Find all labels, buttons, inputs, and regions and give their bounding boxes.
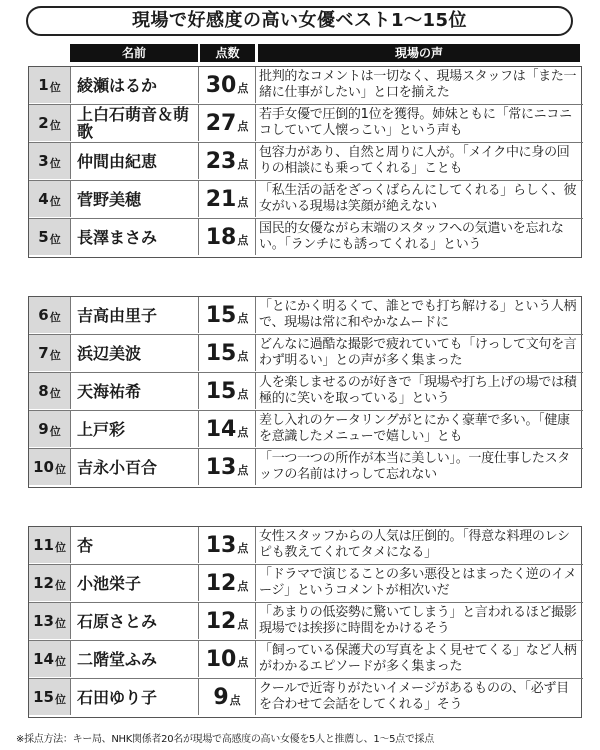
site-voice: 「ドラマで演じることの多い悪役とはまったく逆のイメージ」というコメントが相次いだ	[259, 567, 577, 598]
actress-name: 上戸彩	[71, 411, 199, 447]
table-row	[29, 105, 583, 141]
rank-number: 11	[33, 536, 54, 554]
table-row	[29, 527, 583, 563]
site-voice: クールで近寄りがたいイメージがあるものの、「必ず目を合わせて会話をしてくれる」そう	[259, 681, 569, 712]
table-row	[29, 297, 583, 333]
table-row	[29, 565, 583, 601]
rank-suffix: 位	[49, 156, 61, 170]
rank-cell	[29, 411, 71, 447]
rank-suffix: 位	[49, 80, 61, 94]
ranking-group	[28, 296, 582, 488]
rank-suffix: 位	[49, 386, 61, 400]
site-voice: 国民的女優ながら末端のスタッフへの気遣いを忘れない。「ランチにも誘ってくれる」という	[259, 221, 564, 252]
points-value: 15	[205, 302, 237, 328]
rank-number: 6	[38, 306, 49, 324]
rank-number: 10	[33, 458, 54, 476]
actress-name: 二階堂ふみ	[71, 641, 199, 677]
points-unit: 点	[237, 618, 249, 631]
site-voice: 人を楽しませるのが好きで「現場や打ち上げの場では積極的に笑いを取っている」という	[259, 375, 577, 406]
ranking-group	[28, 526, 582, 718]
rank-number: 9	[38, 420, 49, 438]
table-row	[29, 143, 583, 179]
actress-name: 小池栄子	[71, 565, 199, 601]
points-cell	[199, 527, 256, 563]
points-unit: 点	[237, 388, 249, 401]
rank-number: 2	[38, 114, 49, 132]
actress-name: 天海祐希	[71, 373, 199, 409]
rank-cell	[29, 67, 71, 103]
site-voice: 若手女優で圧倒的1位を獲得。姉妹ともに「常にニコニコしていて人懐っこい」という声も	[259, 107, 572, 138]
points-cell	[199, 67, 256, 103]
site-voice: 「とにかく明るくて、誰とでも打ち解ける」という人柄で、現場は常に和やかなムードに	[259, 299, 577, 330]
actress-name: 長澤まさみ	[71, 219, 199, 255]
points-value: 12	[205, 570, 237, 596]
points-cell	[199, 603, 256, 639]
actress-name: 仲間由紀恵	[71, 143, 199, 179]
rank-number: 8	[38, 382, 49, 400]
actress-name: 吉永小百合	[71, 449, 199, 485]
points-unit: 点	[237, 542, 249, 555]
site-voice: 「飼っている保護犬の写真をよく見せてくる」など人柄がわかるエピソードが多く集まった	[259, 643, 577, 674]
actress-name: 石原さとみ	[71, 603, 199, 639]
rank-cell	[29, 297, 71, 333]
points-cell	[199, 297, 256, 333]
rank-suffix: 位	[49, 348, 61, 362]
rank-suffix: 位	[49, 232, 61, 246]
points-value: 14	[205, 416, 237, 442]
rank-cell	[29, 527, 71, 563]
points-unit: 点	[237, 234, 249, 247]
table-row	[29, 373, 583, 409]
actress-name: 杏	[71, 527, 199, 563]
points-cell	[199, 449, 256, 485]
ranking-group	[28, 66, 582, 258]
header-points: 点数	[200, 44, 255, 62]
rank-cell	[29, 335, 71, 371]
points-value: 13	[205, 454, 237, 480]
rank-number: 13	[33, 612, 54, 630]
site-voice: どんなに過酷な撮影で疲れていても「けっして文句を言わず明るい」との声が多く集まった	[259, 337, 577, 368]
rank-number: 12	[33, 574, 54, 592]
table-row	[29, 603, 583, 639]
points-unit: 点	[237, 580, 249, 593]
actress-name: 菅野美穂	[71, 181, 199, 217]
rank-number: 5	[38, 228, 49, 246]
points-cell	[199, 181, 256, 217]
rank-number: 15	[33, 688, 54, 706]
rank-cell	[29, 143, 71, 179]
table-row	[29, 67, 583, 103]
points-cell	[199, 565, 256, 601]
points-value: 15	[205, 378, 237, 404]
rank-cell	[29, 679, 71, 715]
rank-cell	[29, 565, 71, 601]
rank-cell	[29, 219, 71, 255]
table-row	[29, 335, 583, 371]
points-unit: 点	[237, 158, 249, 171]
table-row	[29, 219, 583, 255]
rank-number: 7	[38, 344, 49, 362]
points-unit: 点	[237, 196, 249, 209]
scoring-note: ※採点方法：キー局、NHK関係者20名が現場で高感度の高い女優を5人と推薦し、1～5点で採点	[16, 734, 434, 745]
rank-cell	[29, 603, 71, 639]
rank-suffix: 位	[49, 424, 61, 438]
rank-suffix: 位	[49, 310, 61, 324]
points-cell	[199, 105, 256, 141]
points-cell	[199, 219, 256, 255]
points-value: 21	[205, 186, 237, 212]
rank-suffix: 位	[54, 462, 66, 476]
points-cell	[199, 335, 256, 371]
page-title: 現場で好感度の高い女優ベスト1～15位	[26, 6, 573, 36]
rank-cell	[29, 105, 71, 141]
rank-cell	[29, 449, 71, 485]
rank-cell	[29, 641, 71, 677]
site-voice: 「あまりの低姿勢に驚いてしまう」と言われるほど撮影現場では挨拶に時間をかけるそう	[259, 605, 577, 636]
rank-suffix: 位	[49, 194, 61, 208]
points-unit: 点	[237, 464, 249, 477]
site-voice: 包容力があり、自然と周りに人が。「メイク中に身の回りの相談にも乗ってくれる」ことも	[259, 145, 570, 176]
table-row	[29, 679, 583, 715]
actress-name: 綾瀬はるか	[71, 67, 199, 103]
table-row	[29, 181, 583, 217]
rank-suffix: 位	[54, 540, 66, 554]
actress-name: 吉高由里子	[71, 297, 199, 333]
points-value: 15	[205, 340, 237, 366]
site-voice: 差し入れのケータリングがとにかく豪華で多い。「健康を意識したメニューで嬉しい」とも	[259, 413, 570, 444]
points-value: 30	[205, 72, 237, 98]
table-row	[29, 449, 583, 485]
site-voice: 女性スタッフからの人気は圧倒的。「得意な料理のレシピも教えてくれてタメになる」	[259, 529, 570, 560]
points-value: 10	[205, 646, 237, 672]
points-unit: 点	[237, 120, 249, 133]
rank-cell	[29, 181, 71, 217]
points-value: 18	[205, 224, 237, 250]
rank-number: 4	[38, 190, 49, 208]
site-voice: 「一つ一つの所作が本当に美しい」。一度仕事したスタッフの名前はけっして忘れない	[259, 451, 571, 482]
points-unit: 点	[237, 656, 249, 669]
points-unit: 点	[237, 350, 249, 363]
rank-cell	[29, 373, 71, 409]
header-name: 名前	[70, 44, 198, 62]
rank-number: 14	[33, 650, 54, 668]
points-value: 13	[205, 532, 237, 558]
points-value: 23	[205, 148, 237, 174]
points-cell	[199, 641, 256, 677]
table-row	[29, 641, 583, 677]
points-cell	[199, 679, 256, 715]
rank-suffix: 位	[54, 692, 66, 706]
actress-name: 浜辺美波	[71, 335, 199, 371]
points-unit: 点	[229, 694, 241, 707]
points-unit: 点	[237, 312, 249, 325]
points-value: 9	[213, 684, 229, 710]
site-voice: 「私生活の話をざっくばらんにしてくれる」らしく、彼女がいる現場は笑顔が絶えない	[259, 183, 577, 214]
rank-number: 1	[38, 76, 49, 94]
rank-suffix: 位	[54, 654, 66, 668]
points-value: 12	[205, 608, 237, 634]
rank-number: 3	[38, 152, 49, 170]
site-voice: 批判的なコメントは一切なく、現場スタッフは「また一緒に仕事がしたい」と口を揃えた	[259, 69, 577, 100]
table-row	[29, 411, 583, 447]
actress-name: 上白石萌音＆萌歌	[71, 105, 199, 141]
points-unit: 点	[237, 82, 249, 95]
rank-suffix: 位	[54, 616, 66, 630]
rank-suffix: 位	[49, 118, 61, 132]
points-unit: 点	[237, 426, 249, 439]
actress-name: 石田ゆり子	[71, 679, 199, 715]
points-cell	[199, 143, 256, 179]
rank-suffix: 位	[54, 578, 66, 592]
points-cell	[199, 373, 256, 409]
points-cell	[199, 411, 256, 447]
header-voice: 現場の声	[258, 44, 580, 62]
points-value: 27	[205, 110, 237, 136]
